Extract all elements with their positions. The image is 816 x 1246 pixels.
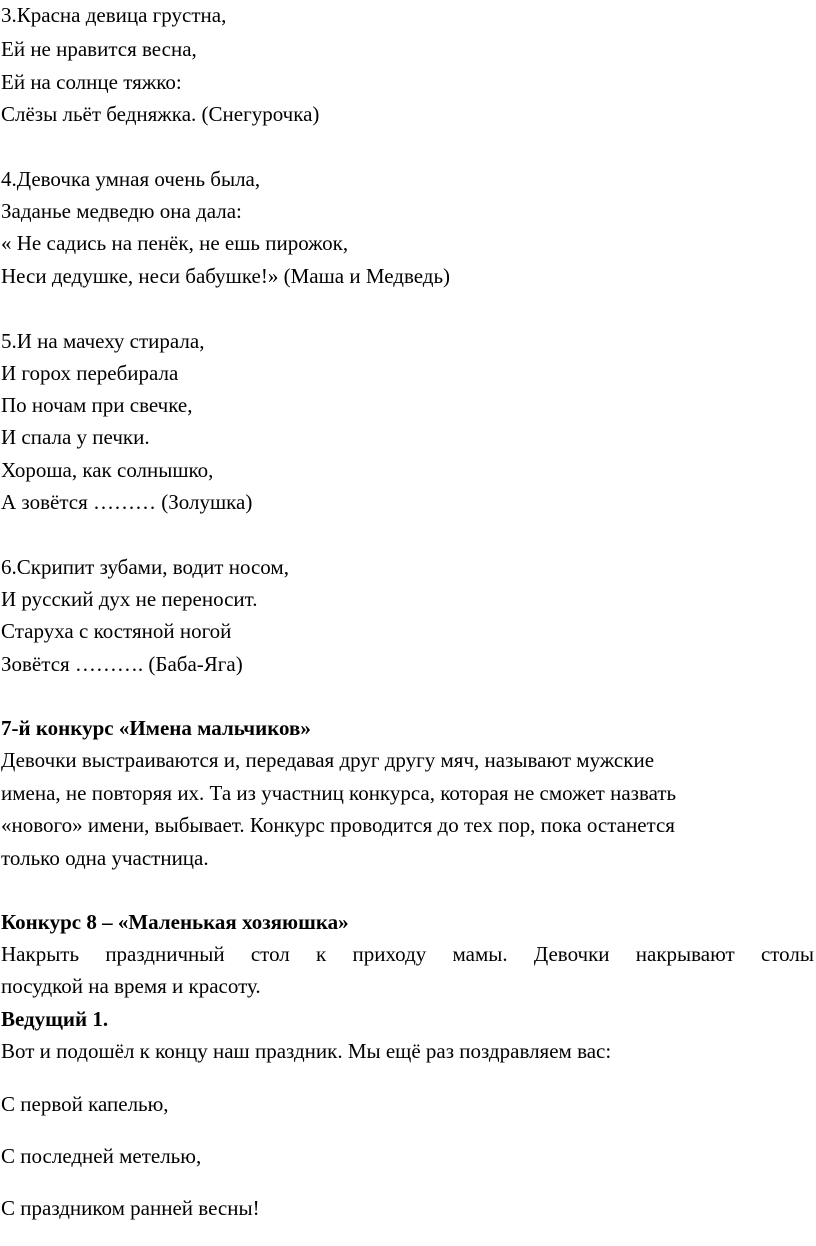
contest7-line-2: имена, не повторяя их. Та из участниц конкурса, которая не сможет назвать: [1, 781, 677, 805]
poem4-line-2: Заданье медведю она дала:: [1, 199, 242, 223]
host-line: Вот и подошёл к концу наш праздник. Мы ещё раз поздравляем вас:: [1, 1039, 612, 1063]
poem5-line-5: Хороша, как солнышко,: [1, 458, 214, 482]
poem3-line-2: Ей не нравится весна,: [1, 37, 197, 61]
poem5-line-4: И спала у печки.: [1, 425, 150, 449]
poem4-line-4: Неси дедушке, неси бабушке!» (Маша и Медведь): [1, 264, 451, 288]
contest7-line-3: «нового» имени, выбывает. Конкурс проводится до тех пор, пока останется: [1, 813, 675, 837]
poem3-line-4: Слёзы льёт бедняжка. (Снегурочка): [1, 102, 320, 126]
poem5-line-1: 5.И на мачеху стирала,: [1, 329, 205, 353]
poem6-line-2: И русский дух не переносит.: [1, 587, 258, 611]
contest8-title: Конкурс 8 – «Маленькая хозяюшка»: [1, 910, 349, 934]
closing-line-3: С праздником ранней весны!: [1, 1196, 260, 1220]
contest7-line-4: только одна участница.: [1, 846, 209, 870]
contest8-line-1: Накрыть праздничный стол к приходу мамы. Девочки накрывают столы: [1, 942, 814, 966]
poem6-line-4: Зовётся ………. (Баба-Яга): [1, 652, 243, 676]
poem3-line-3: Ей на солнце тяжко:: [1, 70, 182, 94]
poem4-line-3: « Не садись на пенёк, не ешь пирожок,: [1, 231, 349, 255]
contest7-title: 7-й конкурс «Имена мальчиков»: [1, 716, 311, 740]
poem5-line-3: По ночам при свечке,: [1, 393, 193, 417]
closing-line-2: С последней метелью,: [1, 1144, 202, 1168]
poem5-line-6: А зовётся ……… (Золушка): [1, 490, 253, 514]
contest7-line-1: Девочки выстраиваются и, передавая друг другу мяч, называют мужские: [1, 748, 655, 772]
contest8-line-2: посудкой на время и красоту.: [1, 974, 261, 998]
poem3-line-1: 3.Красна девица грустна,: [1, 3, 227, 27]
poem4-line-1: 4.Девочка умная очень была,: [1, 167, 261, 191]
poem6-line-1: 6.Скрипит зубами, водит носом,: [1, 555, 289, 579]
closing-line-1: С первой капелью,: [1, 1092, 169, 1116]
host-label: Ведущий 1.: [1, 1007, 109, 1031]
poem6-line-3: Старуха с костяной ногой: [1, 619, 232, 643]
poem5-line-2: И горох перебирала: [1, 361, 179, 385]
